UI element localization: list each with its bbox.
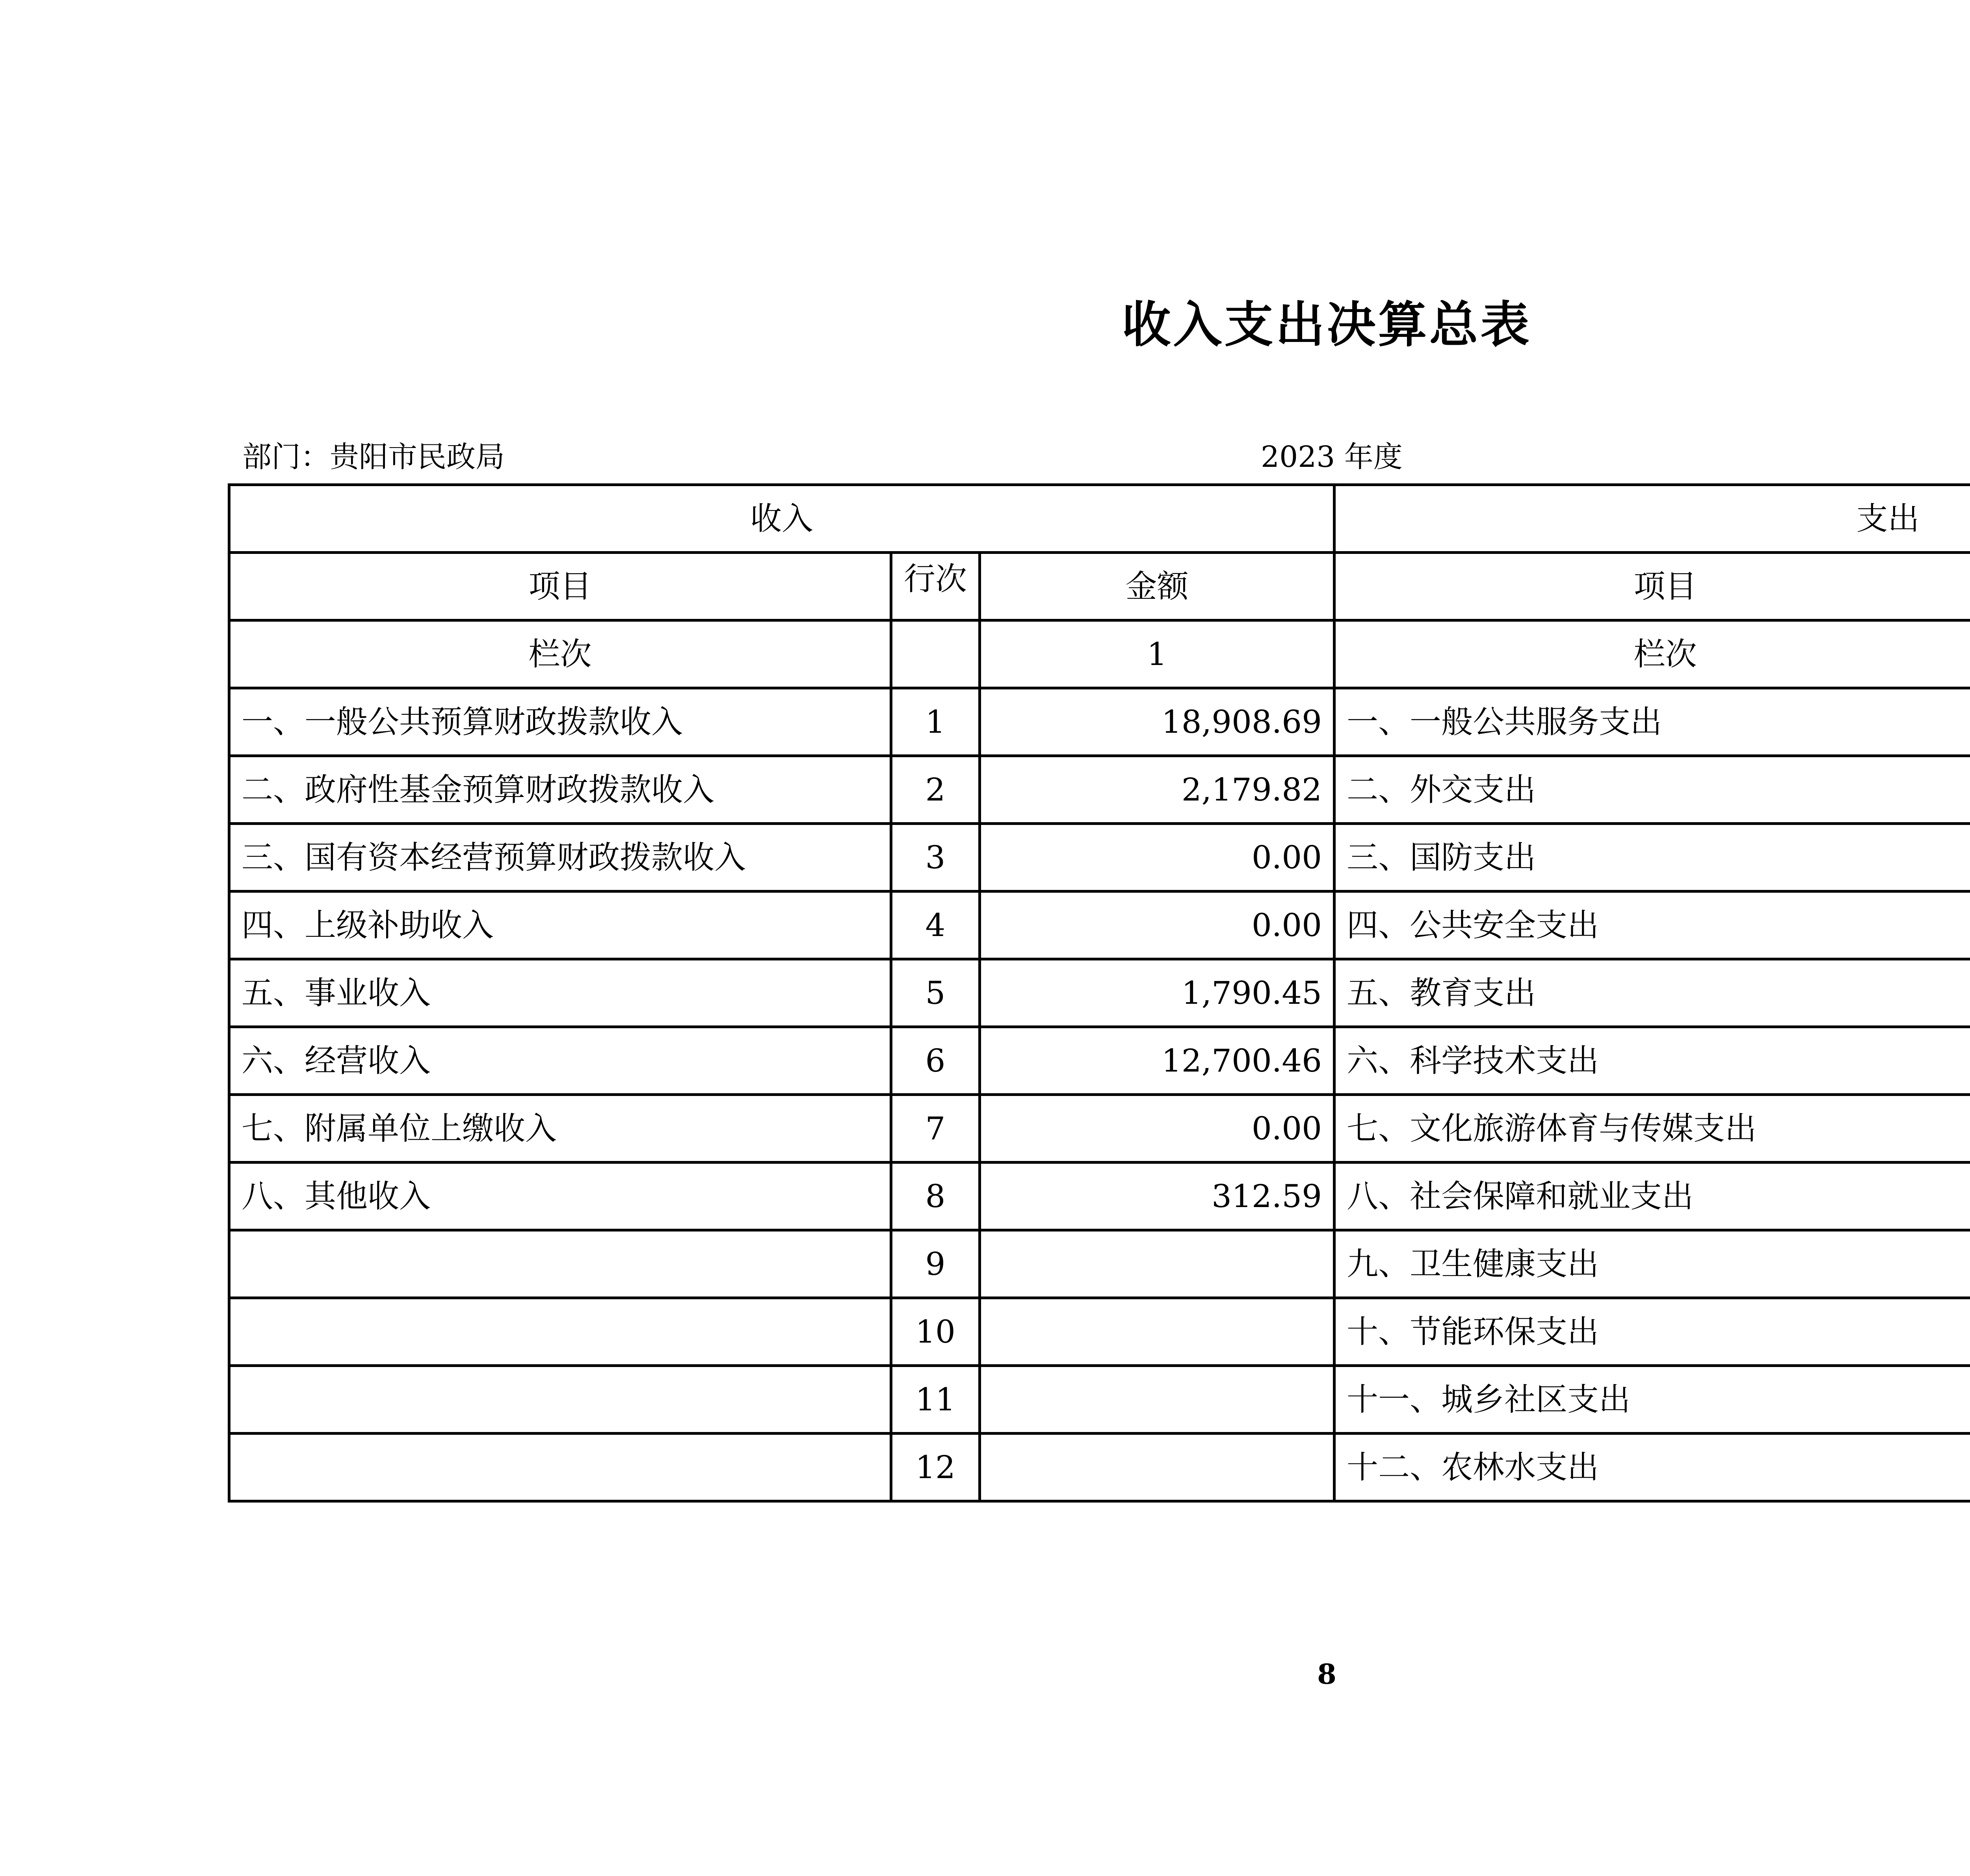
income-row-no-cell: 10: [891, 1298, 980, 1366]
income-amount-cell: 18,908.69: [980, 688, 1334, 756]
income-item-cell: [229, 1434, 891, 1501]
expense-section-header: 支出: [1334, 485, 1970, 553]
expense-item-cell: 六、科学技术支出: [1334, 1027, 1970, 1095]
income-item-header: 项目: [229, 553, 891, 620]
expense-item-cell: 十一、城乡社区支出: [1334, 1366, 1970, 1434]
income-amount-cell: 2,179.82: [980, 756, 1334, 824]
income-item-cell: 五、事业收入: [229, 959, 891, 1027]
expense-item-cell: 四、公共安全支出: [1334, 892, 1970, 959]
income-row-no-cell: 1: [891, 688, 980, 756]
income-row-no-cell: 8: [891, 1163, 980, 1230]
section-header-row: [229, 485, 1970, 553]
income-row-no-cell: 7: [891, 1095, 980, 1163]
expense-item-cell: 十二、农林水支出: [1334, 1434, 1970, 1501]
table-row: [229, 959, 1970, 1027]
table-row: [229, 1366, 1970, 1434]
income-amount-cell: 12,700.46: [980, 1027, 1334, 1095]
income-row-no-cell: 4: [891, 892, 980, 959]
income-expense-table: [228, 483, 1970, 1503]
expense-item-cell: 五、教育支出: [1334, 959, 1970, 1027]
income-row-no-cell: 12: [891, 1434, 980, 1501]
table-row: [229, 1434, 1970, 1501]
income-item-cell: 六、经营收入: [229, 1027, 891, 1095]
income-section-header: 收入: [229, 485, 1334, 553]
income-row-no-header: 行次: [891, 553, 980, 620]
income-amount-cell: [980, 1298, 1334, 1366]
expense-item-cell: 三、国防支出: [1334, 824, 1970, 892]
income-amount-cell: 0.00: [980, 824, 1334, 892]
income-amount-cell: 0.00: [980, 1095, 1334, 1163]
income-row-no-cell: 3: [891, 824, 980, 892]
income-row-no-cell: 2: [891, 756, 980, 824]
income-item-cell: 四、上级补助收入: [229, 892, 891, 959]
expense-item-header: 项目: [1334, 553, 1970, 620]
income-amount-header: 金额: [980, 553, 1334, 620]
column-label-row: [229, 620, 1970, 688]
table-row: [229, 1027, 1970, 1095]
expense-item-cell: 七、文化旅游体育与传媒支出: [1334, 1095, 1970, 1163]
income-item-cell: 七、附属单位上缴收入: [229, 1095, 891, 1163]
income-item-cell: [229, 1230, 891, 1298]
expense-column-label: 栏次: [1334, 620, 1970, 688]
income-item-cell: 一、一般公共预算财政拨款收入: [229, 688, 891, 756]
income-item-cell: 八、其他收入: [229, 1163, 891, 1230]
page-title: 收入支出决算总表: [1122, 297, 1532, 353]
income-column-number: 1: [980, 620, 1334, 688]
expense-item-cell: 九、卫生健康支出: [1334, 1230, 1970, 1298]
income-item-cell: 三、国有资本经营预算财政拨款收入: [229, 824, 891, 892]
income-item-cell: [229, 1298, 891, 1366]
table-row: [229, 688, 1970, 756]
table-row: [229, 1095, 1970, 1163]
income-amount-cell: 312.59: [980, 1163, 1334, 1230]
income-amount-cell: [980, 1230, 1334, 1298]
table-row: [229, 1298, 1970, 1366]
expense-item-cell: 八、社会保障和就业支出: [1334, 1163, 1970, 1230]
income-amount-cell: 1,790.45: [980, 959, 1334, 1027]
expense-item-cell: 二、外交支出: [1334, 756, 1970, 824]
table-row: [229, 824, 1970, 892]
income-amount-cell: [980, 1434, 1334, 1501]
income-amount-cell: [980, 1366, 1334, 1434]
page-number: 8: [1317, 1658, 1336, 1690]
income-item-cell: [229, 1366, 891, 1434]
table-row: [229, 1163, 1970, 1230]
income-row-no-cell: 6: [891, 1027, 980, 1095]
expense-item-cell: 十、节能环保支出: [1334, 1298, 1970, 1366]
income-row-no-cell: 5: [891, 959, 980, 1027]
table-row: [229, 756, 1970, 824]
column-header-row: [229, 553, 1970, 620]
fiscal-year: 2023 年度: [1261, 440, 1403, 474]
income-row-no-blank: [891, 620, 980, 688]
income-row-no-cell: 11: [891, 1366, 980, 1434]
income-item-cell: 二、政府性基金预算财政拨款收入: [229, 756, 891, 824]
income-row-no-cell: 9: [891, 1230, 980, 1298]
department-label: 部门：贵阳市民政局: [242, 440, 505, 474]
table-row: [229, 892, 1970, 959]
table-row: [229, 1230, 1970, 1298]
income-column-label: 栏次: [229, 620, 891, 688]
income-amount-cell: 0.00: [980, 892, 1334, 959]
expense-item-cell: 一、一般公共服务支出: [1334, 688, 1970, 756]
